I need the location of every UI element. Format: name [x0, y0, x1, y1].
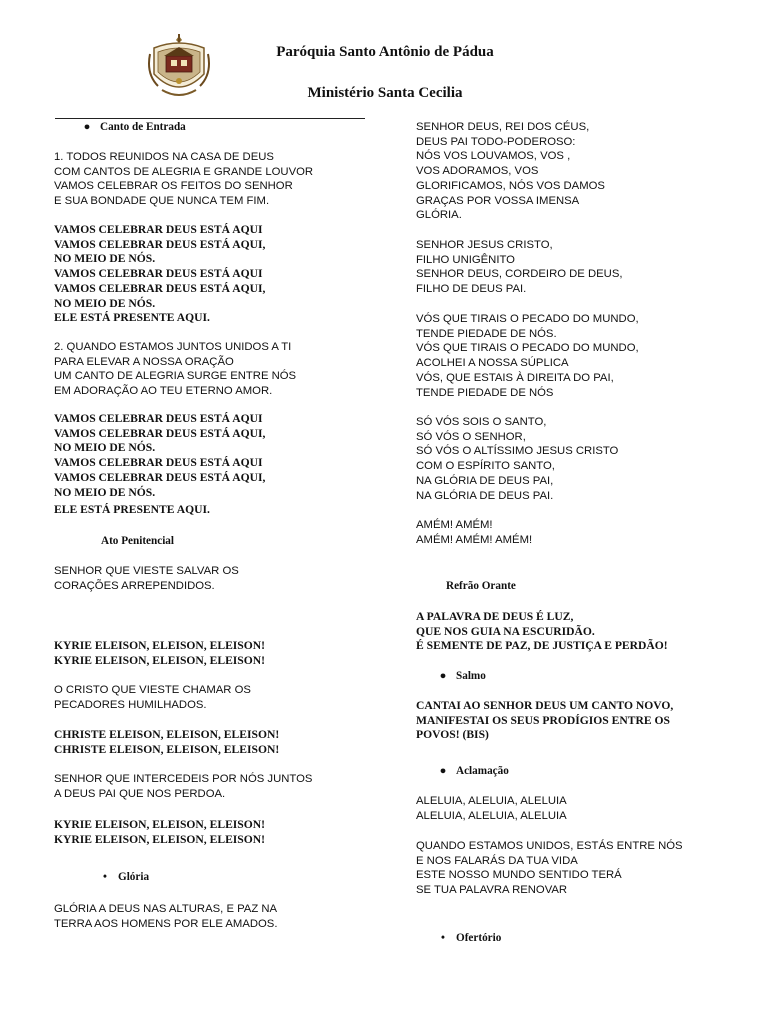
gloria-stanza-2: SENHOR JESUS CRISTO, FILHO UNIGÊNITO SENHOR DEUS, CORDEIRO DE DEUS, FILHO DE DEUS PAI. — [416, 239, 623, 296]
gloria-stanza-5: AMÉM! AMÉM! AMÉM! AMÉM! AMÉM! — [416, 519, 533, 546]
ato-penitencial-verse-3: SENHOR QUE INTERCEDEIS POR NÓS JUNTOS A DEUS PAI QUE NOS PERDOA. — [54, 773, 313, 800]
canto-entrada-verse-2: 2. QUANDO ESTAMOS JUNTOS UNIDOS A TI PARA ELEVAR A NOSSA ORAÇÃO UM CANTO DE ALEGRIA SURGE ENTRE NÓS EM ADORAÇÃO AO TEU ETERNO AMOR. — [54, 341, 297, 398]
canto-entrada-chorus-1: VAMOS CELEBRAR DEUS ESTÁ AQUI VAMOS CELEBRAR DEUS ESTÁ AQUI, NO MEIO DE NÓS. VAMOS CELEBRAR DEUS ESTÁ AQUI VAMOS CELEBRAR DEUS ESTÁ AQUI, NO MEIO DE NÓS. ELE ESTÁ PRESENTE AQUI. — [54, 223, 266, 325]
ato-penitencial-response-3: KYRIE ELEISON, ELEISON, ELEISON! KYRIE ELEISON, ELEISON, ELEISON! — [54, 818, 266, 846]
gloria-stanza-1: SENHOR DEUS, REI DOS CÉUS, DEUS PAI TODO-PODEROSO: NÓS VOS LOUVAMOS, VOS , VOS ADORAMOS, VOS GLORIFICAMOS, NÓS VOS DAMOS GRAÇAS POR VOSSA IMENSA GLÓRIA. — [416, 121, 605, 222]
bullet-icon: ● — [439, 765, 447, 777]
salmo-text: CANTAI AO SENHOR DEUS UM CANTO NOVO, MANIFESTAI OS SEUS PRODÍGIOS ENTRE OS POVOS! (BIS) — [416, 699, 674, 742]
bullet-icon: ● — [439, 670, 447, 682]
refrao-orante-text: A PALAVRA DE DEUS É LUZ, QUE NOS GUIA NA ESCURIDÃO. É SEMENTE DE PAZ, DE JUSTIÇA E PERDÃO! — [416, 610, 668, 653]
parish-title: Paróquia Santo Antônio de Pádua — [276, 44, 494, 60]
section-refrao-orante-heading: Refrão Orante — [446, 580, 516, 592]
gloria-stanza-4: SÓ VÓS SOIS O SANTO, SÓ VÓS O SENHOR, SÓ VÓS O ALTÍSSIMO JESUS CRISTO COM O ESPÍRITO SANTO, NA GLÓRIA DE DEUS PAI, NA GLÓRIA DE DEUS PAI. — [416, 416, 619, 502]
canto-entrada-chorus-2: VAMOS CELEBRAR DEUS ESTÁ AQUI VAMOS CELEBRAR DEUS ESTÁ AQUI, NO MEIO DE NÓS. VAMOS CELEBRAR DEUS ESTÁ AQUI VAMOS CELEBRAR DEUS ESTÁ AQUI, NO MEIO DE NÓS. — [54, 412, 266, 499]
canto-entrada-chorus-2-end: ELE ESTÁ PRESENTE AQUI. — [54, 503, 210, 516]
canto-entrada-verse-1: 1. TODOS REUNIDOS NA CASA DE DEUS COM CANTOS DE ALEGRIA E GRANDE LOUVOR VAMOS CELEBRAR OS FEITOS DO SENHOR E SUA BONDADE QUE NUNCA TEM FIM. — [54, 151, 314, 208]
ato-penitencial-verse-2: O CRISTO QUE VIESTE CHAMAR OS PECADORES HUMILHADOS. — [54, 684, 251, 711]
header-divider — [55, 118, 365, 119]
section-aclamacao-heading: ● Aclamação — [434, 764, 509, 779]
ministry-subtitle: Ministério Santa Cecilia — [307, 85, 463, 101]
ato-penitencial-verse-1: SENHOR QUE VIESTE SALVAR OS CORAÇÕES ARREPENDIDOS. — [54, 565, 239, 592]
section-canto-entrada-heading: ● Canto de Entrada — [78, 120, 186, 135]
bullet-icon: ● — [83, 121, 91, 133]
gloria-verse-1: GLÓRIA A DEUS NAS ALTURAS, E PAZ NA TERRA AOS HOMENS POR ELE AMADOS. — [54, 903, 278, 930]
section-gloria-heading: • Glória — [96, 870, 149, 885]
section-ato-penitencial-heading: Ato Penitencial — [101, 535, 175, 547]
section-ofertorio-heading: • Ofertório — [434, 931, 501, 946]
bullet-icon: • — [441, 932, 445, 944]
gloria-stanza-3: VÓS QUE TIRAIS O PECADO DO MUNDO, TENDE PIEDADE DE NÓS. VÓS QUE TIRAIS O PECADO DO MUNDO, ACOLHEI A NOSSA SÚPLICA VÓS, QUE ESTAIS À DIREITA DO PAI, TENDE PIEDADE DE NÓS — [416, 313, 639, 399]
aclamacao-stanza-2: QUANDO ESTAMOS UNIDOS, ESTÁS ENTRE NÓS E NOS FALARÁS DA TUA VIDA ESTE NOSSO MUNDO SENTIDO TERÁ SE TUA PALAVRA RENOVAR — [416, 840, 683, 897]
aclamacao-stanza-1: ALELUIA, ALELUIA, ALELUIA ALELUIA, ALELUIA, ALELUIA — [416, 795, 567, 822]
ato-penitencial-response-2: CHRISTE ELEISON, ELEISON, ELEISON! CHRISTE ELEISON, ELEISON, ELEISON! — [54, 728, 280, 756]
ato-penitencial-response-1: KYRIE ELEISON, ELEISON, ELEISON! KYRIE ELEISON, ELEISON, ELEISON! — [54, 639, 266, 667]
section-salmo-heading: ● Salmo — [434, 669, 486, 684]
parish-crest-logo — [146, 34, 212, 104]
bullet-icon: • — [103, 871, 107, 883]
